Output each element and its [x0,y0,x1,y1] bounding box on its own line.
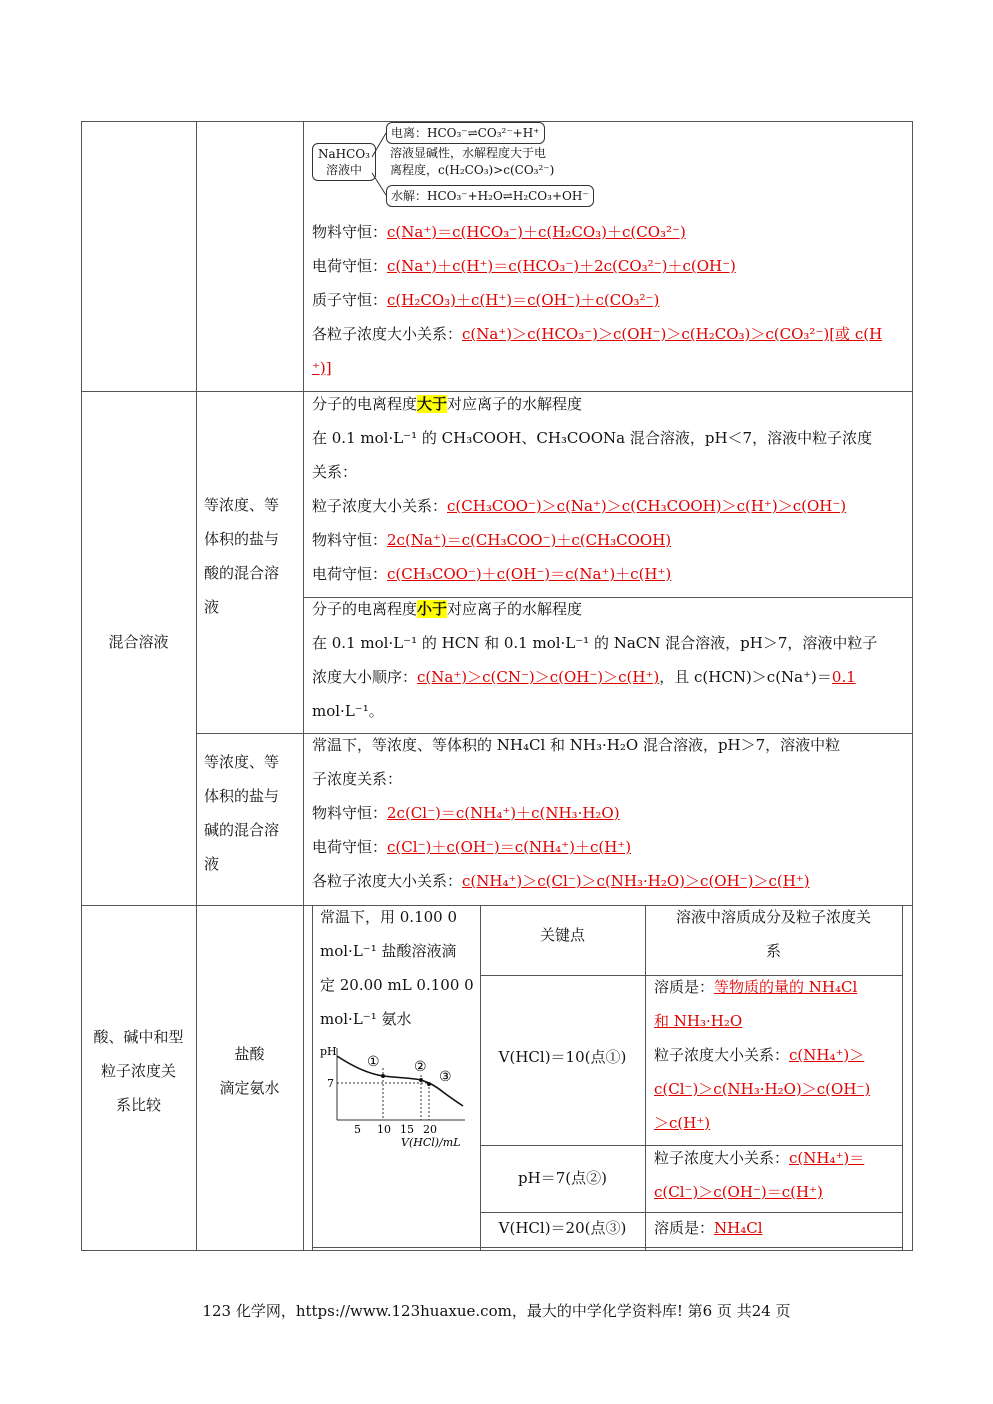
x-tick: 15 [400,1123,414,1136]
sub-label-line: 等浓度、等 [204,496,280,514]
row2-a2-content [312,592,907,728]
point2-label: ② [414,1059,427,1075]
sub-label-line: 酸的混合溶 [204,564,280,582]
k2-order-label: 粒子浓度大小关系： [654,1149,790,1167]
a1-charge-value: c(CH₃COO⁻)＋c(OH⁻)＝c(Na⁺)＋c(H⁺) [387,565,672,583]
k1-solute-label: 溶质是： [654,978,715,996]
header-desc-line: 系 [765,942,781,960]
a1-pre: 分子的电离程度 [312,395,418,413]
category-mixed: 混合溶液 [108,633,169,651]
diagram-center-label: NaHCO₃ [318,147,370,161]
x-axis-label: V(HCl)/mL [401,1136,461,1149]
b-order-label: 各粒子浓度大小关系： [312,872,463,890]
row2-a1-content [312,387,907,591]
a1-line3: 关系： [312,463,358,481]
point1-dot [381,1074,385,1078]
sub-label-line: 滴定氨水 [219,1079,280,1097]
charge-label: 电荷守恒： [312,257,388,275]
desc-line: 定 20.00 mL 0.100 0 [320,976,474,994]
order-value-cont: ⁺)] [312,359,332,377]
b-charge-label: 电荷守恒： [312,838,388,856]
sub-label-line: 碱的混合溶 [204,821,280,839]
a2-pre: 分子的电离程度 [312,600,418,618]
charge-value: c(Na⁺)＋c(H⁺)＝c(HCO₃⁻)＋2c(CO₃²⁻)＋c(OH⁻) [387,257,736,275]
k2-order-value-cont: c(Cl⁻)＞c(OH⁻)＝c(H⁺) [654,1183,823,1201]
sub-label-titration [196,1037,303,1105]
order-value: c(Na⁺)＞c(HCO₃⁻)＞c(OH⁻)＞c(H₂CO₃)＞c(CO₃²⁻)[或 c(H [462,325,883,343]
x-tick: 5 [354,1123,361,1136]
key-point-3: V(HCl)＝20(点③) [498,1219,627,1237]
sub-label-line: 体积的盐与 [204,787,280,805]
proton-value: c(H₂CO₃)＋c(H⁺)＝c(OH⁻)＋c(CO₃²⁻) [387,291,660,309]
desc-line: mol·L⁻¹ 氨水 [320,1010,412,1028]
b-material-label: 物料守恒： [312,804,388,822]
k1-order-label: 粒子浓度大小关系： [654,1046,790,1064]
nahco3-diagram [310,121,610,211]
row2-b-content [312,728,907,898]
key-point-2-desc [654,1141,899,1209]
order-label: 各粒子浓度大小关系： [312,325,463,343]
desc-line: mol·L⁻¹ 盐酸溶液滴 [320,942,457,960]
sub-label-line: 等浓度、等 [204,753,280,771]
a2-highlight: 小于 [417,600,448,618]
x-tick: 10 [377,1123,391,1136]
k3-solute-label: 溶质是： [654,1219,715,1237]
a2-post: 对应离子的水解程度 [447,600,583,618]
material-value: c(Na⁺)＝c(HCO₃⁻)＋c(H₂CO₃)＋c(CO₃²⁻) [387,223,686,241]
b-order-value: c(NH₄⁺)＞c(Cl⁻)＞c(NH₃·H₂O)＞c(OH⁻)＞c(H⁺) [462,872,810,890]
b-line1: 常温下，等浓度、等体积的 NH₄Cl 和 NH₃·H₂O 混合溶液，pH＞7，溶液中粒 [312,736,841,754]
diagram-ionization: 电离：HCO₃⁻⇌CO₃²⁻+H⁺ [391,126,540,140]
a2-order-mid: ，且 c(HCN)＞c(Na⁺)＝ [659,668,832,686]
k1-solute-value: 等物质的量的 NH₄Cl [714,978,858,996]
titration-description [320,900,480,1036]
a2-order-value: c(Na⁺)＞c(CN⁻)＞c(OH⁻)＞c(H⁺) [417,668,660,686]
k3-solute-value: NH₄Cl [714,1219,763,1237]
a1-material-label: 物料守恒： [312,531,388,549]
a2-order-end: 0.1 [831,668,856,686]
proton-label: 质子守恒： [312,291,388,309]
a1-highlight: 大于 [417,395,448,413]
b-charge-value: c(Cl⁻)＋c(OH⁻)＝c(NH₄⁺)＋c(H⁺) [387,838,632,856]
sub-label-salt-acid [204,488,299,624]
key-point-3-desc [654,1211,899,1245]
desc-line: 常温下，用 0.100 0 [320,908,458,926]
x-tick: 20 [423,1123,437,1136]
key-point-1: V(HCl)＝10(点①) [498,1048,627,1066]
a2-line4: mol·L⁻¹。 [312,702,384,720]
a1-order-label: 粒子浓度大小关系： [312,497,448,515]
k1-order-value-cont2: ＞c(H⁺) [654,1114,711,1132]
point2-dot [419,1078,423,1082]
sub-label-line: 盐酸 [234,1045,265,1063]
diagram-connectors [310,121,610,211]
y-axis-label: pH [320,1045,337,1058]
material-label: 物料守恒： [312,223,388,241]
category-line: 粒子浓度关 [100,1062,176,1080]
y-tick-7: 7 [327,1077,334,1090]
point3-label: ③ [439,1069,452,1085]
b-line2: 子浓度关系： [312,770,403,788]
a1-material-value: 2c(Na⁺)＝c(CH₃COO⁻)＋c(CH₃COOH) [387,531,672,549]
header-key: 关键点 [539,926,585,944]
key-point-2: pH＝7(点②) [518,1169,607,1187]
sub-label-line: 液 [204,855,220,873]
header-desc [645,900,902,968]
a1-post: 对应离子的水解程度 [447,395,583,413]
diagram-middle-1: 溶液显碱性，水解程度大于电 [390,146,547,160]
key-point-1-desc [654,970,899,1140]
point1-label: ① [367,1054,380,1070]
k2-order-value: c(NH₄⁺)＝ [789,1149,865,1167]
diagram-middle-2: 离程度，c(H₂CO₃)>c(CO₃²⁻) [390,163,555,177]
category-line: 系比较 [115,1096,161,1114]
a2-order-label: 浓度大小顺序： [312,668,418,686]
titration-curve [315,1040,475,1150]
a1-line2: 在 0.1 mol·L⁻¹ 的 CH₃COOH、CH₃COONa 混合溶液，pH＜7，溶液中粒子浓度 [312,429,873,447]
row1-content [312,215,907,385]
b-material-value: 2c(Cl⁻)＝c(NH₄⁺)＋c(NH₃·H₂O) [387,804,620,822]
point3-dot [427,1082,431,1086]
a1-order-value: c(CH₃COO⁻)＞c(Na⁺)＞c(CH₃COOH)＞c(H⁺)＞c(OH⁻) [447,497,847,515]
category-line: 酸、碱中和型 [93,1028,184,1046]
category-neutralization [81,1020,196,1122]
sub-label-line: 液 [204,598,220,616]
sub-label-line: 体积的盐与 [204,530,280,548]
k1-order-value: c(NH₄⁺)＞ [789,1046,865,1064]
k1-order-value-cont: c(Cl⁻)＞c(NH₃·H₂O)＞c(OH⁻) [654,1080,871,1098]
header-desc-line: 溶液中溶质成分及粒子浓度关 [675,908,871,926]
k1-solute-value-cont: 和 NH₃·H₂O [654,1012,743,1030]
sub-label-salt-base [204,745,299,881]
a2-line2: 在 0.1 mol·L⁻¹ 的 HCN 和 0.1 mol·L⁻¹ 的 NaCN 混合溶液，pH＞7，溶液中粒子 [312,634,878,652]
diagram-center-label-2: 溶液中 [325,163,362,177]
page-footer: 123 化学网，https://www.123huaxue.com，最大的中学化学资料库! 第6 页 共24 页 [202,1302,791,1320]
diagram-hydrolysis: 水解：HCO₃⁻+H₂O⇌H₂CO₃+OH⁻ [391,189,589,203]
a1-charge-label: 电荷守恒： [312,565,388,583]
